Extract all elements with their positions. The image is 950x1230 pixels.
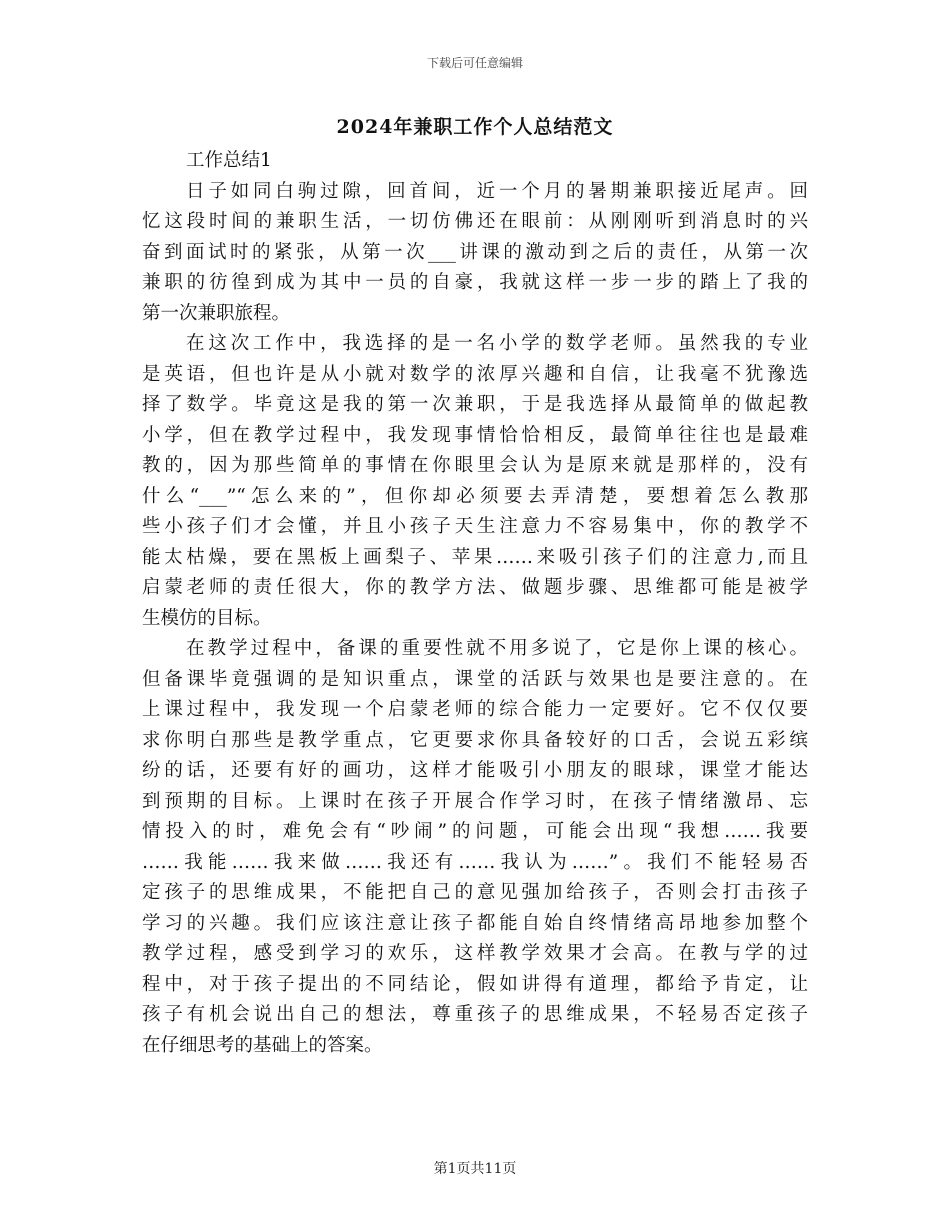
document-body — [142, 146, 808, 1061]
paragraph-line: 是英语，但也许是从小就对数学的浓厚兴趣和自信，让我毫不犹豫选 — [142, 363, 808, 385]
page-number: 第1页共11页 — [433, 1161, 517, 1177]
paragraph-line: 第一次兼职旅程。 — [142, 302, 291, 324]
paragraph-line: 什么“___”“怎么来的”，但你却必须要去弄清楚，要想着怎么教那 — [142, 485, 808, 507]
paragraph-line: 求你明白那些是教学重点，它更要求你具备较好的口舌，会说五彩缤 — [142, 729, 808, 751]
paragraph-line: 孩子有机会说出自己的想法，尊重孩子的思维成果，不轻易否定孩子 — [142, 1004, 808, 1025]
paragraph-line: 定孩子的思维成果，不能把自己的意见强加给孩子，否则会打击孩子 — [142, 882, 808, 903]
paragraph-line: 忆这段时间的兼职生活，一切仿佛还在眼前：从刚刚听到消息时的兴 — [142, 211, 808, 232]
paragraph-line: 教学过程，感受到学习的欢乐，这样教学效果才会高。在教与学的过 — [142, 943, 808, 964]
paragraph-line: 程中，对于孩子提出的不同结论，假如讲得有道理，都给予肯定，让 — [142, 973, 808, 995]
paragraph-line: 些小孩子们才会懂，并且小孩子天生注意力不容易集中，你的教学不 — [142, 516, 808, 537]
paragraph-line: 学习的兴趣。我们应该注意让孩子都能自始自终情绪高昂地参加整个 — [142, 912, 808, 934]
document-title: 2024年兼职工作个人总结范文 — [336, 116, 614, 138]
paragraph-line: 情投入的时，难免会有“吵闹”的问题，可能会出现“我想……我要 — [142, 821, 808, 842]
header-note: 下载后可任意编辑 — [426, 56, 523, 70]
paragraph-line: 教的，因为那些简单的事情在你眼里会认为是原来就是那样的，没有 — [142, 455, 808, 476]
paragraph-line: 在这次工作中，我选择的是一名小学的数学老师。虽然我的专业 — [186, 333, 808, 354]
paragraph-line: ……我能……我来做……我还有……我认为……”。我们不能轻易否 — [142, 851, 808, 873]
paragraph-3 — [142, 634, 808, 1061]
paragraph-1 — [142, 177, 808, 330]
paragraph-line: 小学，但在教学过程中，我发现事情恰恰相反，最简单往往也是最难 — [142, 424, 808, 446]
paragraph-line: 但备课毕竟强调的是知识重点，课堂的活跃与效果也是要注意的。在 — [142, 668, 808, 690]
paragraph-line: 上课过程中，我发现一个启蒙老师的综合能力一定要好。它不仅仅要 — [142, 699, 808, 720]
paragraph-line: 纷的话，还要有好的画功，这样才能吸引小朋友的眼球，课堂才能达 — [142, 760, 808, 781]
paragraph-line: 在仔细思考的基础上的答案。 — [142, 1034, 383, 1056]
paragraph-line: 择了数学。毕竟这是我的第一次兼职，于是我选择从最简单的做起教 — [142, 394, 808, 415]
paragraph-line: 启蒙老师的责任很大，你的教学方法、做题步骤、思维都可能是被学 — [142, 577, 808, 598]
paragraph-line: 到预期的目标。上课时在孩子开展合作学习时，在孩子情绪激昂、忘 — [142, 790, 808, 812]
paragraph-2 — [142, 329, 808, 634]
section-heading: 工作总结1 — [186, 150, 272, 171]
paragraph-line: 生模仿的目标。 — [142, 607, 272, 629]
paragraph-line: 在教学过程中，备课的重要性就不用多说了，它是你上课的核心。 — [186, 638, 808, 659]
paragraph-line: 奋到面试时的紧张，从第一次___讲课的激动到之后的责任，从第一次 — [142, 241, 808, 263]
paragraph-line: 能太枯燥，要在黑板上画梨子、苹果……来吸引孩子们的注意力,而且 — [142, 546, 808, 568]
paragraph-line: 兼职的彷徨到成为其中一员的自豪，我就这样一步一步的踏上了我的 — [142, 272, 808, 293]
paragraph-line: 日子如同白驹过隙，回首间，近一个月的暑期兼职接近尾声。回 — [186, 180, 808, 202]
